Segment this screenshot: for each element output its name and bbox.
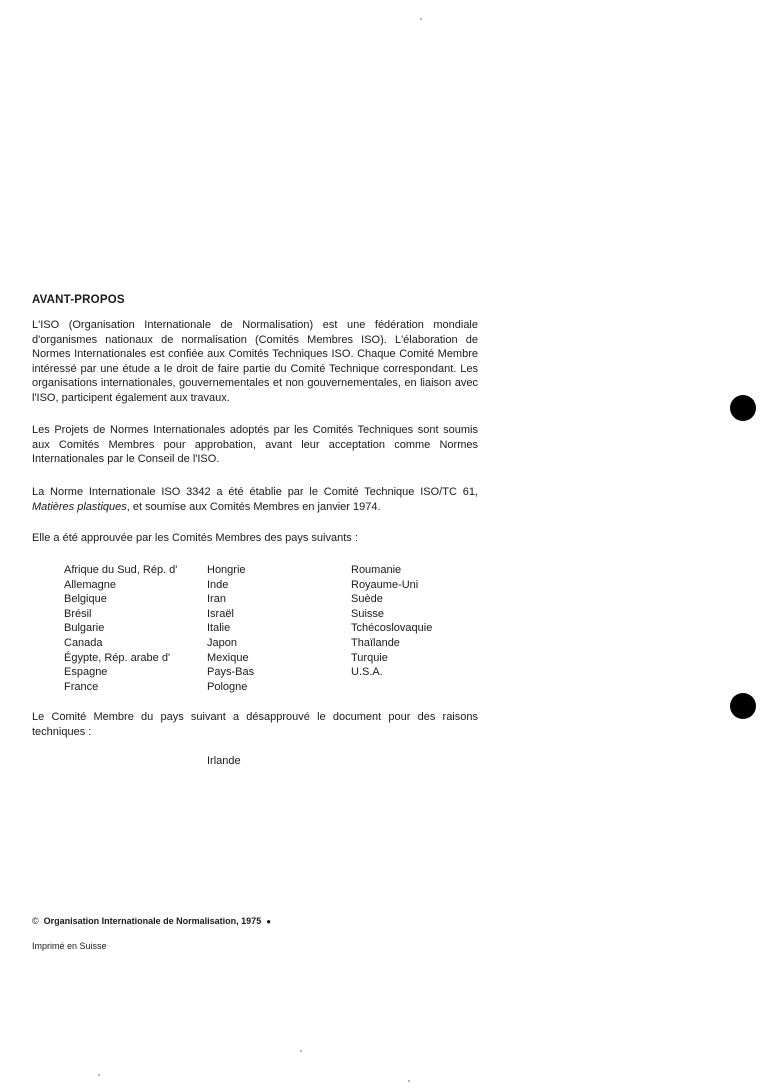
copyright-line — [32, 916, 271, 926]
approving-countries-column-2 — [207, 563, 254, 694]
country-item: Thaïlande — [351, 636, 400, 649]
copyright-text: Organisation Internationale de Normalisation, 1975 — [43, 916, 262, 926]
country-item: Japon — [207, 636, 237, 649]
country-item: Canada — [64, 636, 103, 649]
paragraph-standard-origin — [32, 485, 478, 514]
paragraph-approval-intro: Elle a été approuvée par les Comités Membres des pays suivants : — [32, 532, 358, 544]
paragraph-draft-standards: Les Projets de Normes Internationales adoptés par les Comités Techniques sont soumis aux Comités Membres pour approbation, avant leur acceptation comme Normes Internationales par le Conseil de l'ISO. — [32, 424, 478, 466]
scan-speck — [98, 1074, 100, 1076]
country-item: Turquie — [351, 651, 388, 664]
country-item: Égypte, Rép. arabe d' — [64, 651, 171, 664]
scan-speck — [300, 1050, 302, 1052]
country-item: Iran — [207, 593, 226, 606]
country-item: Tchécoslovaquie — [351, 622, 433, 635]
page-title: AVANT-PROPOS — [32, 294, 125, 306]
committee-name: Matières plastiques — [32, 500, 127, 513]
country-item: Israël — [207, 607, 234, 620]
country-item: Belgique — [64, 593, 107, 606]
paragraph-standard-origin-end: , et soumise aux Comités Membres en janvier 1974. — [126, 500, 381, 513]
country-item: Suisse — [351, 607, 385, 620]
approving-countries-column-3 — [351, 563, 432, 680]
country-item: Afrique du Sud, Rép. d' — [64, 564, 178, 576]
country-item: Inde — [207, 578, 229, 591]
country-item: Hongrie — [207, 564, 246, 576]
country-item: U.S.A. — [351, 666, 383, 679]
bullet-icon: ● — [266, 917, 272, 926]
country-item: Italie — [207, 622, 231, 635]
country-item: Bulgarie — [64, 622, 105, 635]
country-item: France — [64, 680, 99, 693]
country-item: Mexique — [207, 651, 249, 664]
paragraph-disapproval: Le Comité Membre du pays suivant a désapprouvé le document pour des raisons techniques : — [32, 711, 478, 738]
copyright-symbol: © — [32, 916, 39, 926]
country-item: Espagne — [64, 666, 108, 679]
country-item: Pays-Bas — [207, 666, 255, 679]
country-item: Suède — [351, 593, 383, 606]
approving-countries-column-1 — [64, 563, 177, 694]
disapproving-country: Irlande — [207, 755, 241, 767]
scan-speck — [408, 1080, 410, 1082]
punch-hole-icon — [730, 693, 756, 719]
paragraph-iso-intro: L'ISO (Organisation Internationale de Normalisation) est une fédération mondiale d'organismes nationaux de normalisation (Comités Membres ISO). L'élaboration de Normes Internationales est confiée aux Comités Techniques ISO. Chaque Comité Membre intéressé par une étude a le droit de faire partie du Comité Technique correspondant. Les organisations internationales, gouvernementales et non gouvernementales, en liaison avec l'ISO, participent également aux travaux. — [32, 319, 478, 404]
country-item: Brésil — [64, 607, 92, 620]
country-item: Pologne — [207, 680, 248, 693]
paragraph-standard-origin-start: La Norme Internationale ISO 3342 a été établie par le Comité Technique ISO/TC 61, — [32, 486, 478, 498]
punch-hole-icon — [730, 395, 756, 421]
country-item: Roumanie — [351, 564, 402, 576]
printed-in-note: Imprimé en Suisse — [32, 941, 107, 951]
country-item: Allemagne — [64, 578, 116, 591]
scan-speck — [420, 18, 422, 20]
country-item: Royaume-Uni — [351, 578, 419, 591]
